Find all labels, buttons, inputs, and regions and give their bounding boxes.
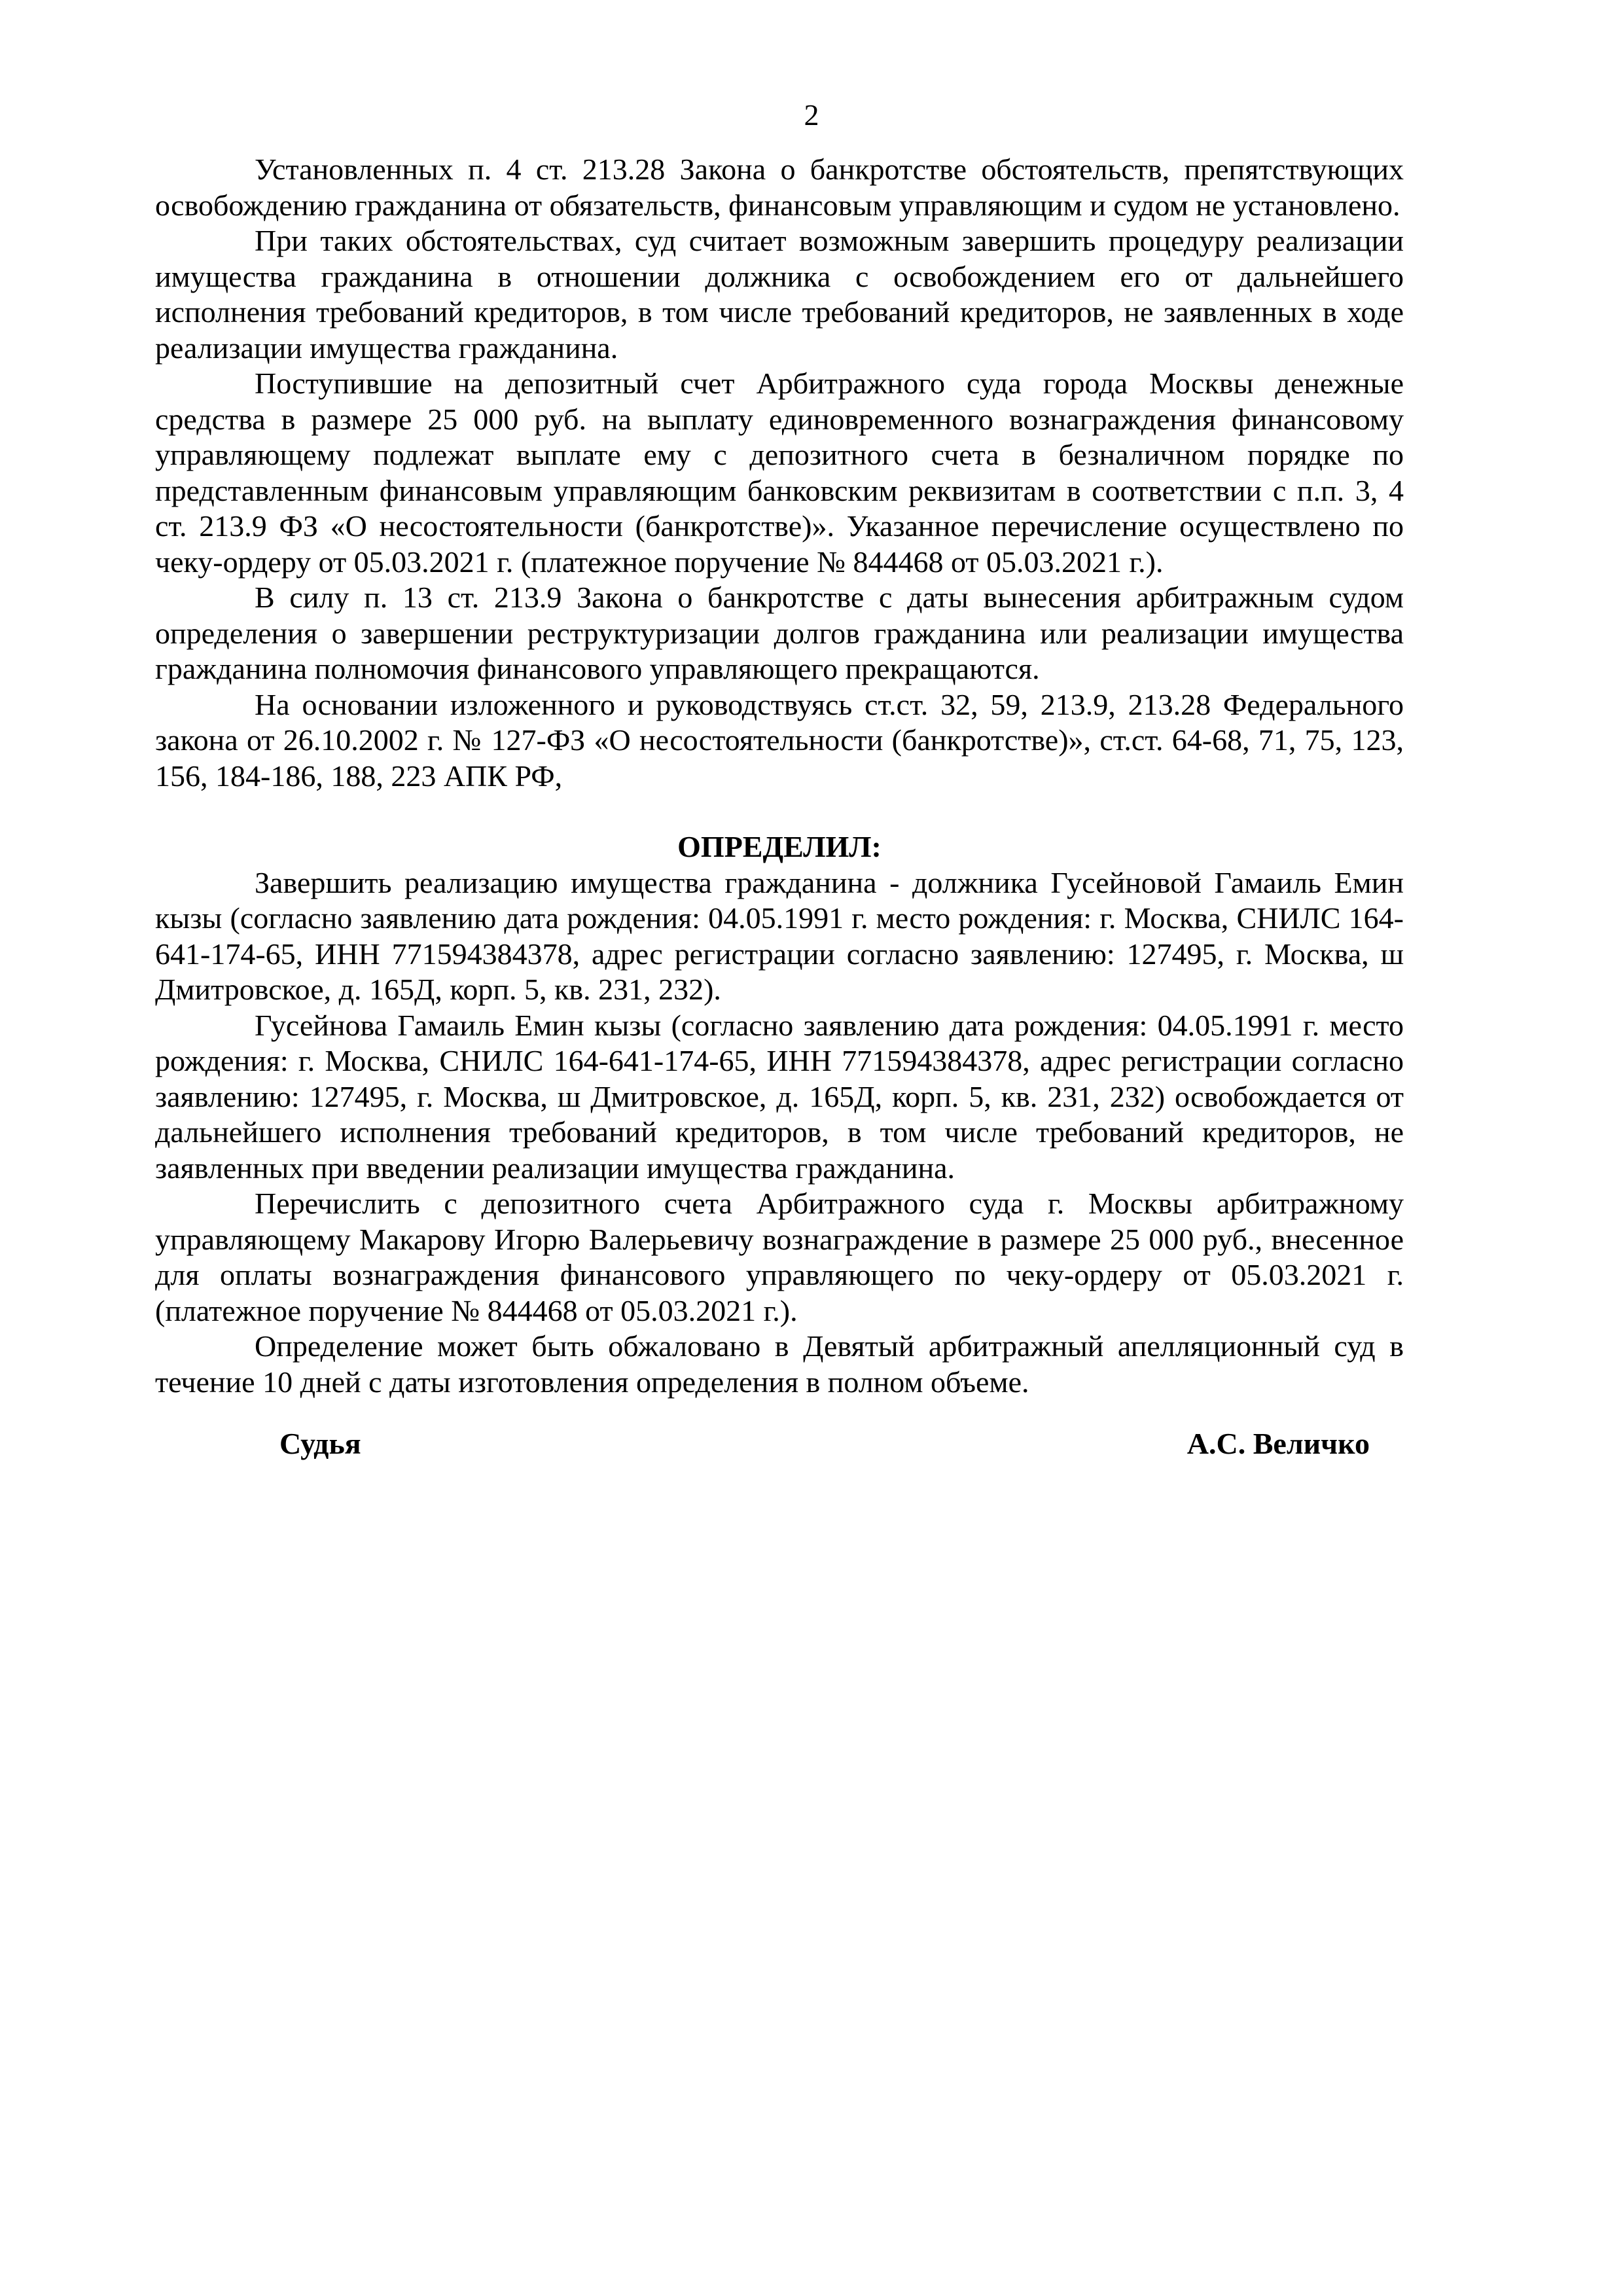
ruling-paragraph: Перечислить с депозитного счета Арбитражного суда г. Москвы арбитражному управляющему Макарову Игорю Валерьевичу вознаграждение в размере 25 000 руб., внесенное для оплаты вознаграждения финансового управляющего по чеку-ордеру от 05.03.2021 г. (платежное поручение № 844468 от 05.03.2021 г.). xyxy=(155,1187,1404,1327)
ruling-paragraph: Завершить реализацию имущества гражданина - должника Гусейновой Гамаиль Емин кызы (согласно заявлению дата рождения: 04.05.1991 г. место рождения: г. Москва, СНИЛС 164-641-174-65, ИНН 771594384378, адрес регистрации согласно заявлению: 127495, г. Москва, ш Дмитровское, д. 165Д, корп. 5, кв. 231, 232). xyxy=(155,865,1404,1006)
ruling-paragraph: Гусейнова Гамаиль Емин кызы (согласно заявлению дата рождения: 04.05.1991 г. место рождения: г. Москва, СНИЛС 164-641-174-65, ИНН 771594384378, адрес регистрации согласно заявлению: 127495, г. Москва, ш Дмитровское, д. 165Д, корп. 5, кв. 231, 232) освобождается от дальнейшего исполнения требований кредиторов, в том числе требований кредиторов, не заявленных при введении реализации имущества гражданина. xyxy=(155,1008,1404,1185)
ruling-paragraph: Определение может быть обжаловано в Девятый арбитражный апелляционный суд в течение 10 дней с даты изготовления определения в полном объеме. xyxy=(155,1329,1404,1399)
signature-block xyxy=(155,1426,1404,1465)
paragraph: Установленных п. 4 ст. 213.28 Закона о банкротстве обстоятельств, препятствующих освобождению гражданина от обязательств, финансовым управляющим и судом не установлено. xyxy=(155,152,1404,222)
ruling-heading: ОПРЕДЕЛИЛ: xyxy=(677,830,882,863)
paragraph: При таких обстоятельствах, суд считает возможным завершить процедуру реализации имущества гражданина в отношении должника с освобождением его от дальнейшего исполнения требований кредиторов, в том числе требований кредиторов, не заявленных в ходе реализации имущества гражданина. xyxy=(155,224,1404,365)
judge-title: Судья xyxy=(279,1427,361,1460)
judge-name: А.С. Величко xyxy=(1186,1427,1370,1460)
paragraph: Поступившие на депозитный счет Арбитражного суда города Москвы денежные средства в размере 25 000 руб. на выплату единовременного вознаграждения финансовому управляющему подлежат выплате ему с депозитного счета в безналичном порядке по представленным финансовым управляющим банковским реквизитам в соответствии с п.п. 3, 4 ст. 213.9 ФЗ «О несостоятельности (банкротстве)». Указанное перечисление осуществлено по чеку-ордеру от 05.03.2021 г. (платежное поручение № 844468 от 05.03.2021 г.). xyxy=(155,367,1404,579)
page-number: 2 xyxy=(804,98,819,132)
paragraph: В силу п. 13 ст. 213.9 Закона о банкротстве с даты вынесения арбитражным судом определения о завершении реструктуризации долгов гражданина или реализации имущества гражданина полномочия финансового управляющего прекращаются. xyxy=(155,581,1404,685)
paragraph: На основании изложенного и руководствуясь ст.ст. 32, 59, 213.9, 213.28 Федерального закона от 26.10.2002 г. № 127-ФЗ «О несостоятельности (банкротстве)», ст.ст. 64-68, 71, 75, 123, 156, 184-186, 188, 223 АПК РФ, xyxy=(155,687,1404,793)
document-body xyxy=(155,152,1404,1465)
